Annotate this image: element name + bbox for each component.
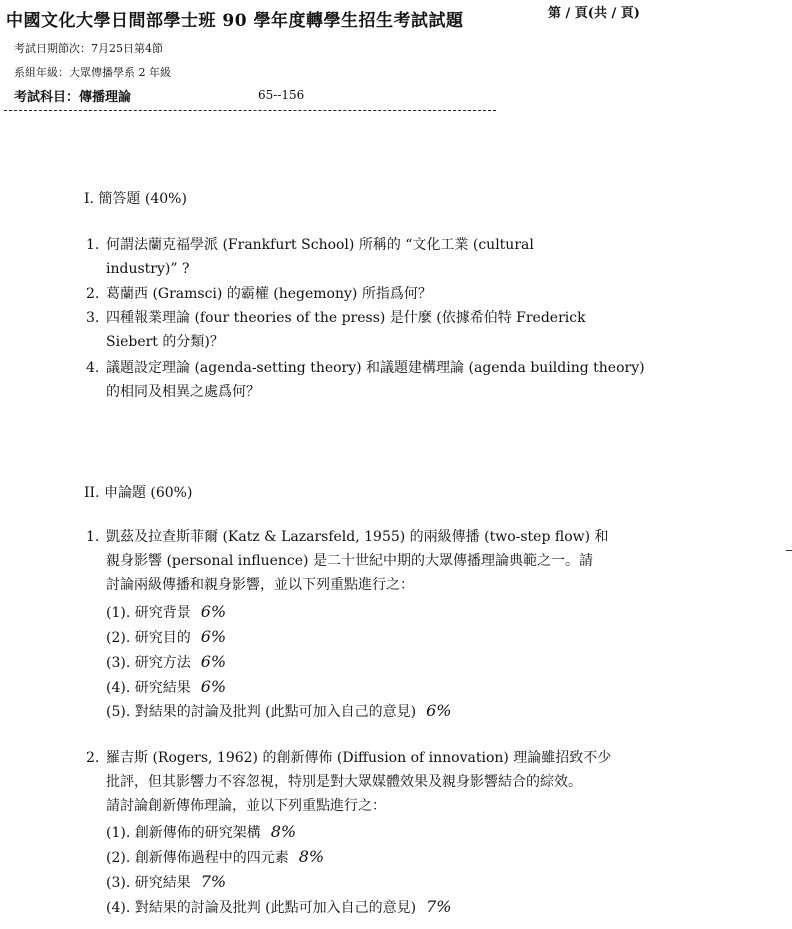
question-line: 親身影響 (personal influence) 是二十世紀中期的大眾傳播理論典範之一。請 — [106, 553, 593, 569]
question-number: 2. — [86, 750, 100, 766]
header-divider — [4, 110, 496, 111]
question-number: 1. — [86, 529, 100, 545]
sub-item-label: (2). 創新傳佈過程中的四元素 — [106, 850, 289, 866]
question-number: 1. — [86, 237, 100, 253]
handwritten-percent: 6% — [200, 652, 227, 671]
sub-item — [106, 872, 226, 892]
question-line: 四種報業理論 (four theories of the press) 是什麼 (依據希伯特 Frederick — [106, 310, 586, 326]
question — [86, 356, 645, 404]
page-info: 第 / 頁(共 / 頁) — [548, 6, 640, 21]
section-heading: I. 簡答題 (40%) — [84, 191, 187, 207]
question-line: 討論兩級傳播和親身影響，並以下列重點進行之： — [106, 577, 414, 593]
exam-title: 中國文化大學日間部學士班 90 學年度轉學生招生考試試題 — [6, 11, 464, 31]
sub-item — [106, 897, 452, 917]
question — [86, 746, 611, 818]
question — [86, 233, 534, 281]
question-line: industry)” ? — [106, 261, 190, 277]
question-line: 何謂法蘭克福學派 (Frankfurt School) 所稱的 “文化工業 (cultural — [106, 237, 534, 253]
sub-item-label: (1). 研究背景 — [106, 605, 191, 621]
question-line: 凱茲及拉查斯菲爾 (Katz & Lazarsfeld, 1955) 的兩級傳播 (two-step flow) 和 — [106, 529, 609, 545]
question-line: 議題設定理論 (agenda-setting theory) 和議題建構理論 (agenda building theory) — [106, 360, 645, 376]
question-line: 葛蘭西 (Gramsci) 的霸權 (hegemony) 所指爲何？ — [106, 286, 432, 302]
sub-item — [106, 627, 226, 647]
question-line: Siebert 的分類)？ — [106, 334, 224, 350]
question-number: 2. — [86, 286, 100, 302]
handwritten-percent: 7% — [200, 872, 227, 891]
sub-item-label: (4). 研究結果 — [106, 680, 191, 696]
handwritten-percent: 6% — [200, 602, 227, 621]
question — [86, 525, 609, 597]
subject-code: 65--156 — [258, 88, 305, 102]
question-line: 批評，但其影響力不容忽視，特別是對大眾媒體效果及親身影響結合的綜效。 — [106, 774, 582, 790]
handwritten-percent: 8% — [298, 847, 325, 866]
exam-date: 考試日期節次：7月25日第4節 — [14, 42, 163, 55]
sub-item — [106, 602, 226, 622]
sub-item — [106, 847, 324, 867]
subject: 考試科目：傳播理論 — [14, 90, 132, 105]
sub-item-label: (2). 研究目的 — [106, 630, 191, 646]
sub-item — [106, 822, 296, 842]
question-line: 請討論創新傳佈理論，並以下列重點進行之： — [106, 798, 386, 814]
question-number: 4. — [86, 360, 100, 376]
sub-item — [106, 677, 226, 697]
sub-item-label: (3). 研究方法 — [106, 655, 191, 671]
sub-item-label: (4). 對結果的討論及批判 (此點可加入自己的意見) — [106, 900, 417, 916]
department: 系組年級：大眾傳播學系 2 年級 — [14, 66, 171, 79]
sub-item — [106, 652, 226, 672]
sub-item-label: (1). 創新傳佈的研究架構 — [106, 825, 261, 841]
handwritten-percent: 7% — [426, 897, 452, 916]
question-number: 3. — [86, 310, 100, 326]
question-line: 羅吉斯 (Rogers, 1962) 的創新傳佈 (Diffusion of innovation) 理論雖招致不少 — [106, 750, 612, 766]
question — [86, 282, 432, 306]
handwritten-percent: 6% — [200, 627, 227, 646]
sub-item-label: (5). 對結果的討論及批判 (此點可加入自己的意見) — [106, 704, 417, 720]
sub-item-label: (3). 研究結果 — [106, 875, 191, 891]
margin-mark — [786, 550, 792, 551]
question-line: 的相同及相異之處爲何？ — [106, 384, 260, 400]
handwritten-percent: 6% — [426, 701, 452, 720]
handwritten-percent: 8% — [270, 822, 297, 841]
handwritten-percent: 6% — [200, 677, 227, 696]
question — [86, 306, 586, 354]
sub-item — [106, 701, 452, 721]
section-heading: II. 申論題 (60%) — [84, 485, 193, 501]
